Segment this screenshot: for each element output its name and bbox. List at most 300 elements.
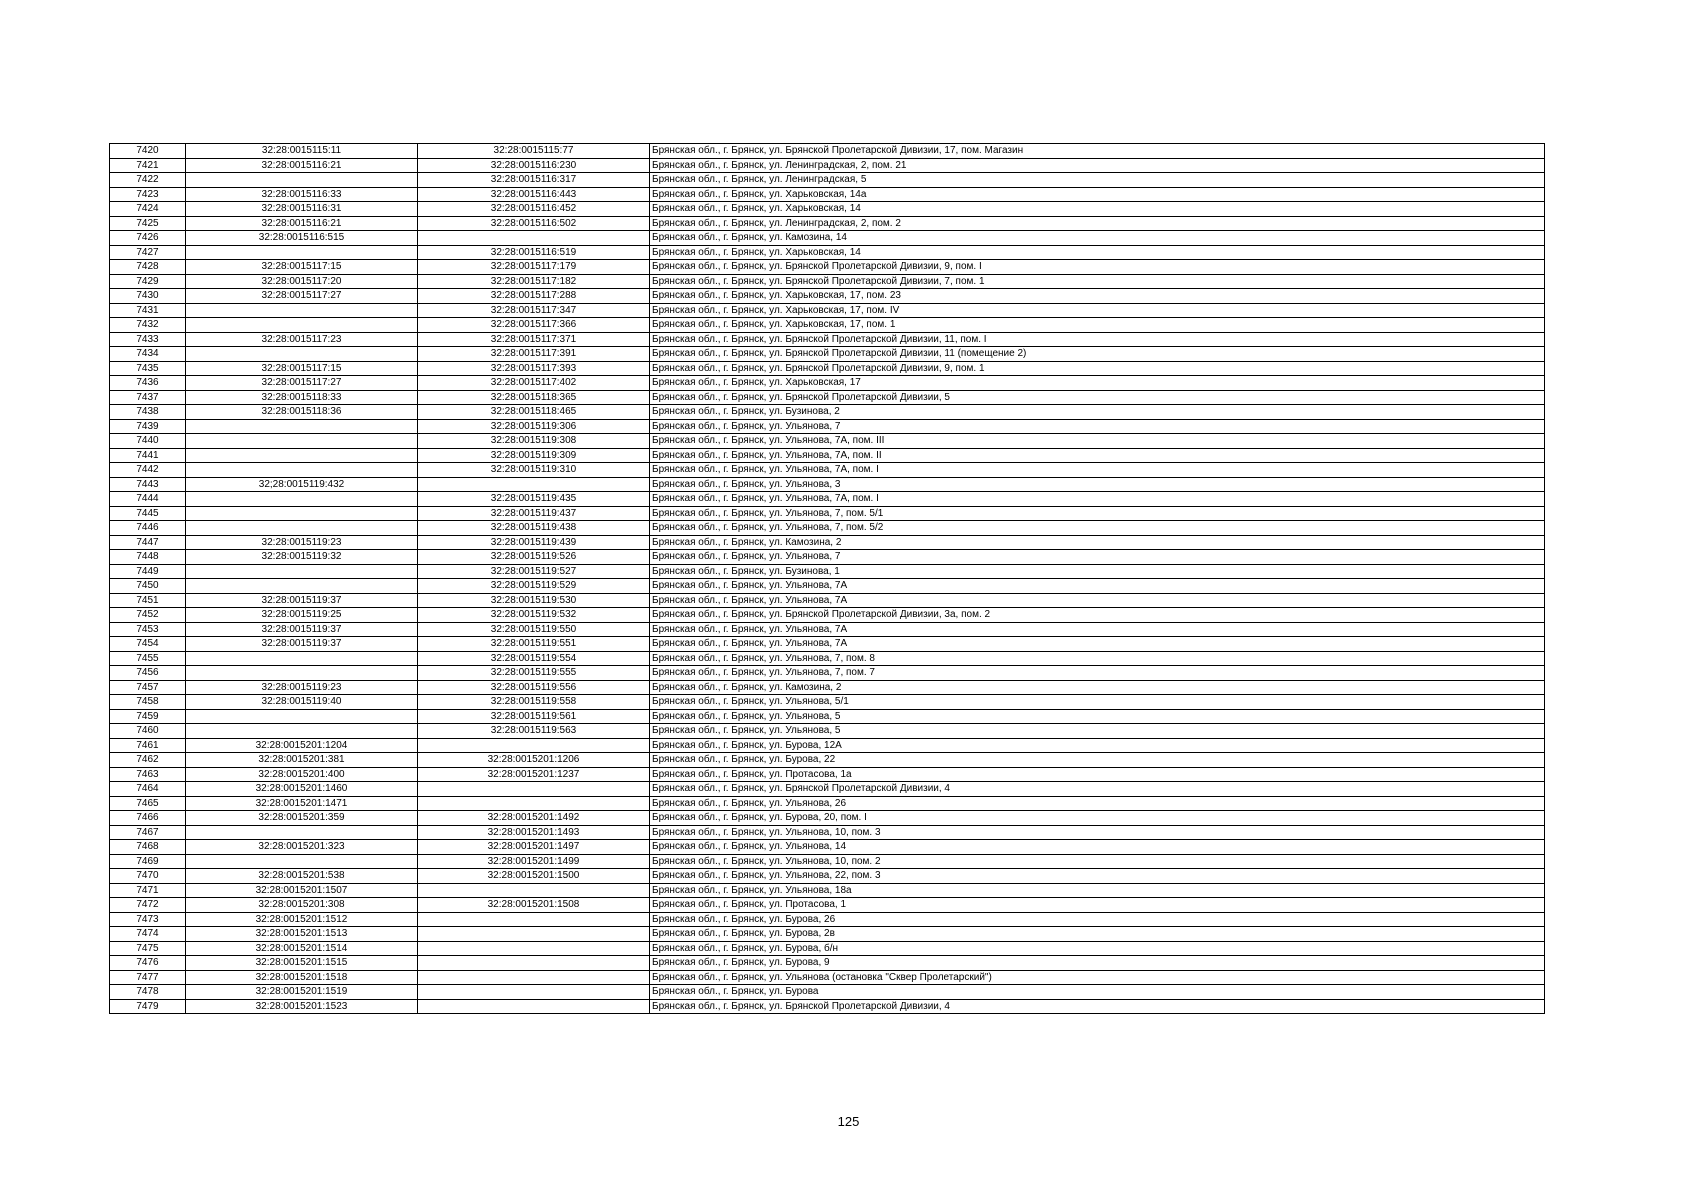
address-cell: Брянская обл., г. Брянск, ул. Ульянова, 18а bbox=[650, 883, 1545, 898]
table-row bbox=[110, 173, 1545, 188]
land-cadastral-number-cell: 32:28:0015118:36 bbox=[186, 405, 418, 420]
row-number-cell: 7426 bbox=[110, 231, 186, 246]
land-cadastral-number-cell bbox=[186, 521, 418, 536]
address-cell: Брянская обл., г. Брянск, ул. Бурова bbox=[650, 985, 1545, 1000]
address-cell: Брянская обл., г. Брянск, ул. Протасова, 1 bbox=[650, 898, 1545, 913]
address-cell: Брянская обл., г. Брянск, ул. Брянской Пролетарской Дивизии, 11 (помещение 2) bbox=[650, 347, 1545, 362]
address-cell: Брянская обл., г. Брянск, ул. Брянской Пролетарской Дивизии, 4 bbox=[650, 999, 1545, 1014]
land-cadastral-number-cell: 32:28:0015119:25 bbox=[186, 608, 418, 623]
row-number-cell: 7455 bbox=[110, 651, 186, 666]
object-cadastral-number-cell: 32:28:0015116:443 bbox=[418, 187, 650, 202]
row-number-cell: 7442 bbox=[110, 463, 186, 478]
object-cadastral-number-cell: 32:28:0015116:452 bbox=[418, 202, 650, 217]
address-cell: Брянская обл., г. Брянск, ул. Ульянова, 7, пом. 8 bbox=[650, 651, 1545, 666]
address-cell: Брянская обл., г. Брянск, ул. Камозина, 2 bbox=[650, 535, 1545, 550]
land-cadastral-number-cell: 32:28:0015201:1519 bbox=[186, 985, 418, 1000]
address-cell: Брянская обл., г. Брянск, ул. Брянской Пролетарской Дивизии, 3а, пом. 2 bbox=[650, 608, 1545, 623]
address-cell: Брянская обл., г. Брянск, ул. Ленинградская, 5 bbox=[650, 173, 1545, 188]
object-cadastral-number-cell: 32:28:0015119:529 bbox=[418, 579, 650, 594]
address-cell: Брянская обл., г. Брянск, ул. Бурова, б/н bbox=[650, 941, 1545, 956]
table-row bbox=[110, 753, 1545, 768]
row-number-cell: 7424 bbox=[110, 202, 186, 217]
row-number-cell: 7443 bbox=[110, 477, 186, 492]
address-cell: Брянская обл., г. Брянск, ул. Бурова, 12А bbox=[650, 738, 1545, 753]
row-number-cell: 7474 bbox=[110, 927, 186, 942]
object-cadastral-number-cell: 32:28:0015118:465 bbox=[418, 405, 650, 420]
table-row bbox=[110, 854, 1545, 869]
object-cadastral-number-cell bbox=[418, 883, 650, 898]
object-cadastral-number-cell bbox=[418, 970, 650, 985]
table-row bbox=[110, 767, 1545, 782]
address-cell: Брянская обл., г. Брянск, ул. Бурова, 2в bbox=[650, 927, 1545, 942]
table-row bbox=[110, 216, 1545, 231]
table-row bbox=[110, 651, 1545, 666]
address-cell: Брянская обл., г. Брянск, ул. Ульянова, 7 bbox=[650, 550, 1545, 565]
table-row bbox=[110, 202, 1545, 217]
table-row bbox=[110, 956, 1545, 971]
address-cell: Брянская обл., г. Брянск, ул. Ульянова, 5/1 bbox=[650, 695, 1545, 710]
address-cell: Брянская обл., г. Брянск, ул. Бузинова, 2 bbox=[650, 405, 1545, 420]
table-row bbox=[110, 738, 1545, 753]
address-cell: Брянская обл., г. Брянск, ул. Брянской Пролетарской Дивизии, 11, пом. I bbox=[650, 332, 1545, 347]
land-cadastral-number-cell: 32:28:0015119:37 bbox=[186, 637, 418, 652]
object-cadastral-number-cell: 32:28:0015119:526 bbox=[418, 550, 650, 565]
table-row bbox=[110, 521, 1545, 536]
land-cadastral-number-cell bbox=[186, 666, 418, 681]
address-cell: Брянская обл., г. Брянск, ул. Ульянова, 7, пом. 5/1 bbox=[650, 506, 1545, 521]
table-row bbox=[110, 912, 1545, 927]
object-cadastral-number-cell bbox=[418, 927, 650, 942]
land-cadastral-number-cell bbox=[186, 709, 418, 724]
table-row bbox=[110, 898, 1545, 913]
land-cadastral-number-cell: 32:28:0015119:23 bbox=[186, 535, 418, 550]
land-cadastral-number-cell: 32:28:0015119:37 bbox=[186, 622, 418, 637]
row-number-cell: 7472 bbox=[110, 898, 186, 913]
object-cadastral-number-cell: 32:28:0015117:179 bbox=[418, 260, 650, 275]
row-number-cell: 7437 bbox=[110, 390, 186, 405]
address-cell: Брянская обл., г. Брянск, ул. Ленинградская, 2, пом. 21 bbox=[650, 158, 1545, 173]
row-number-cell: 7469 bbox=[110, 854, 186, 869]
address-cell: Брянская обл., г. Брянск, ул. Ульянова, 7А, пом. I bbox=[650, 463, 1545, 478]
row-number-cell: 7423 bbox=[110, 187, 186, 202]
object-cadastral-number-cell: 32:28:0015116:230 bbox=[418, 158, 650, 173]
address-cell: Брянская обл., г. Брянск, ул. Ульянова, 7А bbox=[650, 622, 1545, 637]
land-cadastral-number-cell: 32:28:0015201:1514 bbox=[186, 941, 418, 956]
object-cadastral-number-cell: 32:28:0015119:530 bbox=[418, 593, 650, 608]
table-row bbox=[110, 318, 1545, 333]
address-cell: Брянская обл., г. Брянск, ул. Ульянова, 5 bbox=[650, 709, 1545, 724]
address-cell: Брянская обл., г. Брянск, ул. Камозина, 2 bbox=[650, 680, 1545, 695]
object-cadastral-number-cell: 32:28:0015119:306 bbox=[418, 419, 650, 434]
land-cadastral-number-cell: 32:28:0015201:1507 bbox=[186, 883, 418, 898]
object-cadastral-number-cell: 32:28:0015117:347 bbox=[418, 303, 650, 318]
row-number-cell: 7446 bbox=[110, 521, 186, 536]
address-cell: Брянская обл., г. Брянск, ул. Брянской Пролетарской Дивизии, 7, пом. 1 bbox=[650, 274, 1545, 289]
address-cell: Брянская обл., г. Брянск, ул. Бурова, 22 bbox=[650, 753, 1545, 768]
address-cell: Брянская обл., г. Брянск, ул. Ульянова, 10, пом. 3 bbox=[650, 825, 1545, 840]
row-number-cell: 7460 bbox=[110, 724, 186, 739]
address-cell: Брянская обл., г. Брянск, ул. Ульянова, 7А, пом. I bbox=[650, 492, 1545, 507]
row-number-cell: 7421 bbox=[110, 158, 186, 173]
object-cadastral-number-cell: 32:28:0015119:527 bbox=[418, 564, 650, 579]
address-cell: Брянская обл., г. Брянск, ул. Ульянова, 14 bbox=[650, 840, 1545, 855]
table-row bbox=[110, 376, 1545, 391]
table-row bbox=[110, 941, 1545, 956]
address-cell: Брянская обл., г. Брянск, ул. Ульянова, 7, пом. 5/2 bbox=[650, 521, 1545, 536]
table-row bbox=[110, 927, 1545, 942]
object-cadastral-number-cell: 32:28:0015119:310 bbox=[418, 463, 650, 478]
land-cadastral-number-cell bbox=[186, 506, 418, 521]
address-cell: Брянская обл., г. Брянск, ул. Харьковская, 17, пом. 1 bbox=[650, 318, 1545, 333]
land-cadastral-number-cell: 32;28:0015119:432 bbox=[186, 477, 418, 492]
land-cadastral-number-cell: 32:28:0015119:37 bbox=[186, 593, 418, 608]
address-cell: Брянская обл., г. Брянск, ул. Ульянова, 7А, пом. III bbox=[650, 434, 1545, 449]
land-cadastral-number-cell bbox=[186, 434, 418, 449]
table-row bbox=[110, 564, 1545, 579]
table-row bbox=[110, 695, 1545, 710]
object-cadastral-number-cell: 32:28:0015201:1500 bbox=[418, 869, 650, 884]
object-cadastral-number-cell bbox=[418, 985, 650, 1000]
object-cadastral-number-cell: 32:28:0015117:366 bbox=[418, 318, 650, 333]
land-cadastral-number-cell: 32:28:0015201:1512 bbox=[186, 912, 418, 927]
row-number-cell: 7445 bbox=[110, 506, 186, 521]
object-cadastral-number-cell: 32:28:0015201:1497 bbox=[418, 840, 650, 855]
address-cell: Брянская обл., г. Брянск, ул. Бурова, 20, пом. I bbox=[650, 811, 1545, 826]
table-row bbox=[110, 579, 1545, 594]
table-row bbox=[110, 666, 1545, 681]
object-cadastral-number-cell: 32:28:0015119:309 bbox=[418, 448, 650, 463]
object-cadastral-number-cell: 32:28:0015119:556 bbox=[418, 680, 650, 695]
object-cadastral-number-cell bbox=[418, 231, 650, 246]
object-cadastral-number-cell bbox=[418, 738, 650, 753]
land-cadastral-number-cell: 32:28:0015117:27 bbox=[186, 376, 418, 391]
table-row bbox=[110, 680, 1545, 695]
table-row bbox=[110, 231, 1545, 246]
address-cell: Брянская обл., г. Брянск, ул. Ульянова, 7А bbox=[650, 593, 1545, 608]
land-cadastral-number-cell bbox=[186, 245, 418, 260]
land-cadastral-number-cell: 32:28:0015201:1523 bbox=[186, 999, 418, 1014]
land-cadastral-number-cell: 32:28:0015201:359 bbox=[186, 811, 418, 826]
table-row bbox=[110, 144, 1545, 159]
row-number-cell: 7464 bbox=[110, 782, 186, 797]
address-cell: Брянская обл., г. Брянск, ул. Харьковская, 14 bbox=[650, 202, 1545, 217]
table-row bbox=[110, 434, 1545, 449]
address-cell: Брянская обл., г. Брянск, ул. Ульянова, 7А, пом. II bbox=[650, 448, 1545, 463]
object-cadastral-number-cell: 32:28:0015119:438 bbox=[418, 521, 650, 536]
object-cadastral-number-cell bbox=[418, 477, 650, 492]
land-cadastral-number-cell: 32:28:0015201:381 bbox=[186, 753, 418, 768]
table-row bbox=[110, 724, 1545, 739]
land-cadastral-number-cell bbox=[186, 564, 418, 579]
land-cadastral-number-cell: 32:28:0015116:21 bbox=[186, 158, 418, 173]
row-number-cell: 7451 bbox=[110, 593, 186, 608]
table-row bbox=[110, 347, 1545, 362]
row-number-cell: 7453 bbox=[110, 622, 186, 637]
table-row bbox=[110, 883, 1545, 898]
table-row bbox=[110, 869, 1545, 884]
table-row bbox=[110, 622, 1545, 637]
table-row bbox=[110, 999, 1545, 1014]
table-row bbox=[110, 245, 1545, 260]
table-row bbox=[110, 463, 1545, 478]
row-number-cell: 7463 bbox=[110, 767, 186, 782]
row-number-cell: 7435 bbox=[110, 361, 186, 376]
address-cell: Брянская обл., г. Брянск, ул. Харьковская, 17 bbox=[650, 376, 1545, 391]
address-cell: Брянская обл., г. Брянск, ул. Бурова, 26 bbox=[650, 912, 1545, 927]
table-row bbox=[110, 811, 1545, 826]
land-cadastral-number-cell bbox=[186, 492, 418, 507]
row-number-cell: 7441 bbox=[110, 448, 186, 463]
land-cadastral-number-cell: 32:28:0015201:1513 bbox=[186, 927, 418, 942]
row-number-cell: 7452 bbox=[110, 608, 186, 623]
address-cell: Брянская обл., г. Брянск, ул. Ленинградская, 2, пом. 2 bbox=[650, 216, 1545, 231]
row-number-cell: 7459 bbox=[110, 709, 186, 724]
object-cadastral-number-cell: 32:28:0015201:1508 bbox=[418, 898, 650, 913]
row-number-cell: 7430 bbox=[110, 289, 186, 304]
row-number-cell: 7473 bbox=[110, 912, 186, 927]
row-number-cell: 7439 bbox=[110, 419, 186, 434]
land-cadastral-number-cell bbox=[186, 448, 418, 463]
table-row bbox=[110, 825, 1545, 840]
row-number-cell: 7477 bbox=[110, 970, 186, 985]
land-cadastral-number-cell: 32:28:0015115:11 bbox=[186, 144, 418, 159]
row-number-cell: 7458 bbox=[110, 695, 186, 710]
address-cell: Брянская обл., г. Брянск, ул. Ульянова, 7А bbox=[650, 579, 1545, 594]
object-cadastral-number-cell: 32:28:0015117:182 bbox=[418, 274, 650, 289]
row-number-cell: 7461 bbox=[110, 738, 186, 753]
table-row bbox=[110, 506, 1545, 521]
land-cadastral-number-cell: 32:28:0015117:15 bbox=[186, 260, 418, 275]
address-cell: Брянская обл., г. Брянск, ул. Брянской Пролетарской Дивизии, 5 bbox=[650, 390, 1545, 405]
row-number-cell: 7429 bbox=[110, 274, 186, 289]
table-row bbox=[110, 289, 1545, 304]
object-cadastral-number-cell: 32:28:0015201:1237 bbox=[418, 767, 650, 782]
object-cadastral-number-cell: 32:28:0015119:550 bbox=[418, 622, 650, 637]
address-cell: Брянская обл., г. Брянск, ул. Брянской Пролетарской Дивизии, 9, пом. I bbox=[650, 260, 1545, 275]
land-cadastral-number-cell: 32:28:0015116:31 bbox=[186, 202, 418, 217]
table-row bbox=[110, 985, 1545, 1000]
table-body bbox=[110, 144, 1545, 1014]
row-number-cell: 7448 bbox=[110, 550, 186, 565]
table-row bbox=[110, 332, 1545, 347]
land-cadastral-number-cell: 32:28:0015201:1471 bbox=[186, 796, 418, 811]
object-cadastral-number-cell: 32:28:0015117:393 bbox=[418, 361, 650, 376]
land-cadastral-number-cell: 32:28:0015118:33 bbox=[186, 390, 418, 405]
table-row bbox=[110, 274, 1545, 289]
row-number-cell: 7471 bbox=[110, 883, 186, 898]
table-row bbox=[110, 796, 1545, 811]
address-cell: Брянская обл., г. Брянск, ул. Ульянова, 5 bbox=[650, 724, 1545, 739]
row-number-cell: 7466 bbox=[110, 811, 186, 826]
row-number-cell: 7444 bbox=[110, 492, 186, 507]
table-row bbox=[110, 709, 1545, 724]
row-number-cell: 7434 bbox=[110, 347, 186, 362]
land-cadastral-number-cell: 32:28:0015201:1515 bbox=[186, 956, 418, 971]
row-number-cell: 7450 bbox=[110, 579, 186, 594]
land-cadastral-number-cell: 32:28:0015201:323 bbox=[186, 840, 418, 855]
address-cell: Брянская обл., г. Брянск, ул. Ульянова, 7, пом. 7 bbox=[650, 666, 1545, 681]
row-number-cell: 7479 bbox=[110, 999, 186, 1014]
object-cadastral-number-cell: 32:28:0015119:551 bbox=[418, 637, 650, 652]
page-number: 125 bbox=[837, 1114, 860, 1129]
row-number-cell: 7465 bbox=[110, 796, 186, 811]
address-cell: Брянская обл., г. Брянск, ул. Бурова, 9 bbox=[650, 956, 1545, 971]
table-row bbox=[110, 187, 1545, 202]
object-cadastral-number-cell: 32:28:0015201:1206 bbox=[418, 753, 650, 768]
address-cell: Брянская обл., г. Брянск, ул. Брянской Пролетарской Дивизии, 9, пом. 1 bbox=[650, 361, 1545, 376]
address-cell: Брянская обл., г. Брянск, ул. Ульянова, 3 bbox=[650, 477, 1545, 492]
land-cadastral-number-cell: 32:28:0015201:1460 bbox=[186, 782, 418, 797]
land-cadastral-number-cell bbox=[186, 173, 418, 188]
land-cadastral-number-cell: 32:28:0015201:538 bbox=[186, 869, 418, 884]
address-cell: Брянская обл., г. Брянск, ул. Харьковская, 14а bbox=[650, 187, 1545, 202]
land-cadastral-number-cell: 32:28:0015119:32 bbox=[186, 550, 418, 565]
row-number-cell: 7475 bbox=[110, 941, 186, 956]
object-cadastral-number-cell: 32:28:0015119:308 bbox=[418, 434, 650, 449]
row-number-cell: 7457 bbox=[110, 680, 186, 695]
address-cell: Брянская обл., г. Брянск, ул. Брянской Пролетарской Дивизии, 17, пом. Магазин bbox=[650, 144, 1545, 159]
row-number-cell: 7478 bbox=[110, 985, 186, 1000]
land-cadastral-number-cell bbox=[186, 651, 418, 666]
object-cadastral-number-cell: 32:28:0015117:402 bbox=[418, 376, 650, 391]
table-row bbox=[110, 419, 1545, 434]
land-cadastral-number-cell: 32:28:0015117:15 bbox=[186, 361, 418, 376]
object-cadastral-number-cell: 32:28:0015119:554 bbox=[418, 651, 650, 666]
row-number-cell: 7456 bbox=[110, 666, 186, 681]
table-row bbox=[110, 782, 1545, 797]
row-number-cell: 7422 bbox=[110, 173, 186, 188]
object-cadastral-number-cell: 32:28:0015119:561 bbox=[418, 709, 650, 724]
row-number-cell: 7431 bbox=[110, 303, 186, 318]
row-number-cell: 7440 bbox=[110, 434, 186, 449]
address-cell: Брянская обл., г. Брянск, ул. Бузинова, 1 bbox=[650, 564, 1545, 579]
table-row bbox=[110, 361, 1545, 376]
table-row bbox=[110, 158, 1545, 173]
object-cadastral-number-cell: 32:28:0015119:435 bbox=[418, 492, 650, 507]
land-cadastral-number-cell bbox=[186, 724, 418, 739]
land-cadastral-number-cell: 32:28:0015119:23 bbox=[186, 680, 418, 695]
table-row bbox=[110, 637, 1545, 652]
land-cadastral-number-cell bbox=[186, 318, 418, 333]
address-cell: Брянская обл., г. Брянск, ул. Ульянова (остановка "Сквер Пролетарский") bbox=[650, 970, 1545, 985]
land-cadastral-number-cell: 32:28:0015117:23 bbox=[186, 332, 418, 347]
object-cadastral-number-cell bbox=[418, 912, 650, 927]
table-row bbox=[110, 303, 1545, 318]
object-cadastral-number-cell: 32:28:0015201:1499 bbox=[418, 854, 650, 869]
property-registry-table bbox=[109, 143, 1545, 1014]
address-cell: Брянская обл., г. Брянск, ул. Ульянова, 7 bbox=[650, 419, 1545, 434]
row-number-cell: 7432 bbox=[110, 318, 186, 333]
table-row bbox=[110, 477, 1545, 492]
land-cadastral-number-cell: 32:28:0015201:1518 bbox=[186, 970, 418, 985]
object-cadastral-number-cell: 32:28:0015119:558 bbox=[418, 695, 650, 710]
row-number-cell: 7476 bbox=[110, 956, 186, 971]
land-cadastral-number-cell: 32:28:0015117:20 bbox=[186, 274, 418, 289]
object-cadastral-number-cell: 32:28:0015119:532 bbox=[418, 608, 650, 623]
row-number-cell: 7454 bbox=[110, 637, 186, 652]
row-number-cell: 7467 bbox=[110, 825, 186, 840]
object-cadastral-number-cell: 32:28:0015119:439 bbox=[418, 535, 650, 550]
row-number-cell: 7427 bbox=[110, 245, 186, 260]
address-cell: Брянская обл., г. Брянск, ул. Протасова, 1а bbox=[650, 767, 1545, 782]
object-cadastral-number-cell bbox=[418, 796, 650, 811]
object-cadastral-number-cell bbox=[418, 941, 650, 956]
row-number-cell: 7470 bbox=[110, 869, 186, 884]
table-row bbox=[110, 492, 1545, 507]
table-row bbox=[110, 970, 1545, 985]
table-row bbox=[110, 840, 1545, 855]
object-cadastral-number-cell: 32:28:0015116:519 bbox=[418, 245, 650, 260]
table-row bbox=[110, 448, 1545, 463]
land-cadastral-number-cell bbox=[186, 303, 418, 318]
object-cadastral-number-cell: 32:28:0015115:77 bbox=[418, 144, 650, 159]
table-row bbox=[110, 390, 1545, 405]
land-cadastral-number-cell: 32:28:0015119:40 bbox=[186, 695, 418, 710]
land-cadastral-number-cell: 32:28:0015201:1204 bbox=[186, 738, 418, 753]
address-cell: Брянская обл., г. Брянск, ул. Брянской Пролетарской Дивизии, 4 bbox=[650, 782, 1545, 797]
object-cadastral-number-cell: 32:28:0015117:371 bbox=[418, 332, 650, 347]
land-cadastral-number-cell: 32:28:0015117:27 bbox=[186, 289, 418, 304]
land-cadastral-number-cell: 32:28:0015116:515 bbox=[186, 231, 418, 246]
row-number-cell: 7420 bbox=[110, 144, 186, 159]
land-cadastral-number-cell: 32:28:0015201:308 bbox=[186, 898, 418, 913]
land-cadastral-number-cell: 32:28:0015116:21 bbox=[186, 216, 418, 231]
land-cadastral-number-cell bbox=[186, 419, 418, 434]
object-cadastral-number-cell bbox=[418, 782, 650, 797]
object-cadastral-number-cell: 32:28:0015116:502 bbox=[418, 216, 650, 231]
object-cadastral-number-cell: 32:28:0015116:317 bbox=[418, 173, 650, 188]
address-cell: Брянская обл., г. Брянск, ул. Ульянова, 22, пом. 3 bbox=[650, 869, 1545, 884]
land-cadastral-number-cell bbox=[186, 347, 418, 362]
table-row bbox=[110, 535, 1545, 550]
row-number-cell: 7468 bbox=[110, 840, 186, 855]
row-number-cell: 7438 bbox=[110, 405, 186, 420]
object-cadastral-number-cell: 32:28:0015201:1492 bbox=[418, 811, 650, 826]
land-cadastral-number-cell bbox=[186, 463, 418, 478]
object-cadastral-number-cell: 32:28:0015119:563 bbox=[418, 724, 650, 739]
object-cadastral-number-cell bbox=[418, 956, 650, 971]
object-cadastral-number-cell: 32:28:0015201:1493 bbox=[418, 825, 650, 840]
address-cell: Брянская обл., г. Брянск, ул. Харьковская, 14 bbox=[650, 245, 1545, 260]
row-number-cell: 7433 bbox=[110, 332, 186, 347]
land-cadastral-number-cell bbox=[186, 854, 418, 869]
row-number-cell: 7436 bbox=[110, 376, 186, 391]
land-cadastral-number-cell: 32:28:0015201:400 bbox=[186, 767, 418, 782]
table-row bbox=[110, 405, 1545, 420]
address-cell: Брянская обл., г. Брянск, ул. Харьковская, 17, пом. IV bbox=[650, 303, 1545, 318]
object-cadastral-number-cell: 32:28:0015118:365 bbox=[418, 390, 650, 405]
row-number-cell: 7449 bbox=[110, 564, 186, 579]
address-cell: Брянская обл., г. Брянск, ул. Ульянова, 10, пом. 2 bbox=[650, 854, 1545, 869]
land-cadastral-number-cell bbox=[186, 579, 418, 594]
land-cadastral-number-cell: 32:28:0015116:33 bbox=[186, 187, 418, 202]
object-cadastral-number-cell: 32:28:0015117:288 bbox=[418, 289, 650, 304]
land-cadastral-number-cell bbox=[186, 825, 418, 840]
row-number-cell: 7447 bbox=[110, 535, 186, 550]
address-cell: Брянская обл., г. Брянск, ул. Ульянова, 26 bbox=[650, 796, 1545, 811]
object-cadastral-number-cell bbox=[418, 999, 650, 1014]
row-number-cell: 7428 bbox=[110, 260, 186, 275]
table-row bbox=[110, 260, 1545, 275]
table-row bbox=[110, 550, 1545, 565]
object-cadastral-number-cell: 32:28:0015119:437 bbox=[418, 506, 650, 521]
address-cell: Брянская обл., г. Брянск, ул. Ульянова, 7А bbox=[650, 637, 1545, 652]
table-row bbox=[110, 593, 1545, 608]
address-cell: Брянская обл., г. Брянск, ул. Харьковская, 17, пом. 23 bbox=[650, 289, 1545, 304]
row-number-cell: 7462 bbox=[110, 753, 186, 768]
row-number-cell: 7425 bbox=[110, 216, 186, 231]
address-cell: Брянская обл., г. Брянск, ул. Камозина, 14 bbox=[650, 231, 1545, 246]
